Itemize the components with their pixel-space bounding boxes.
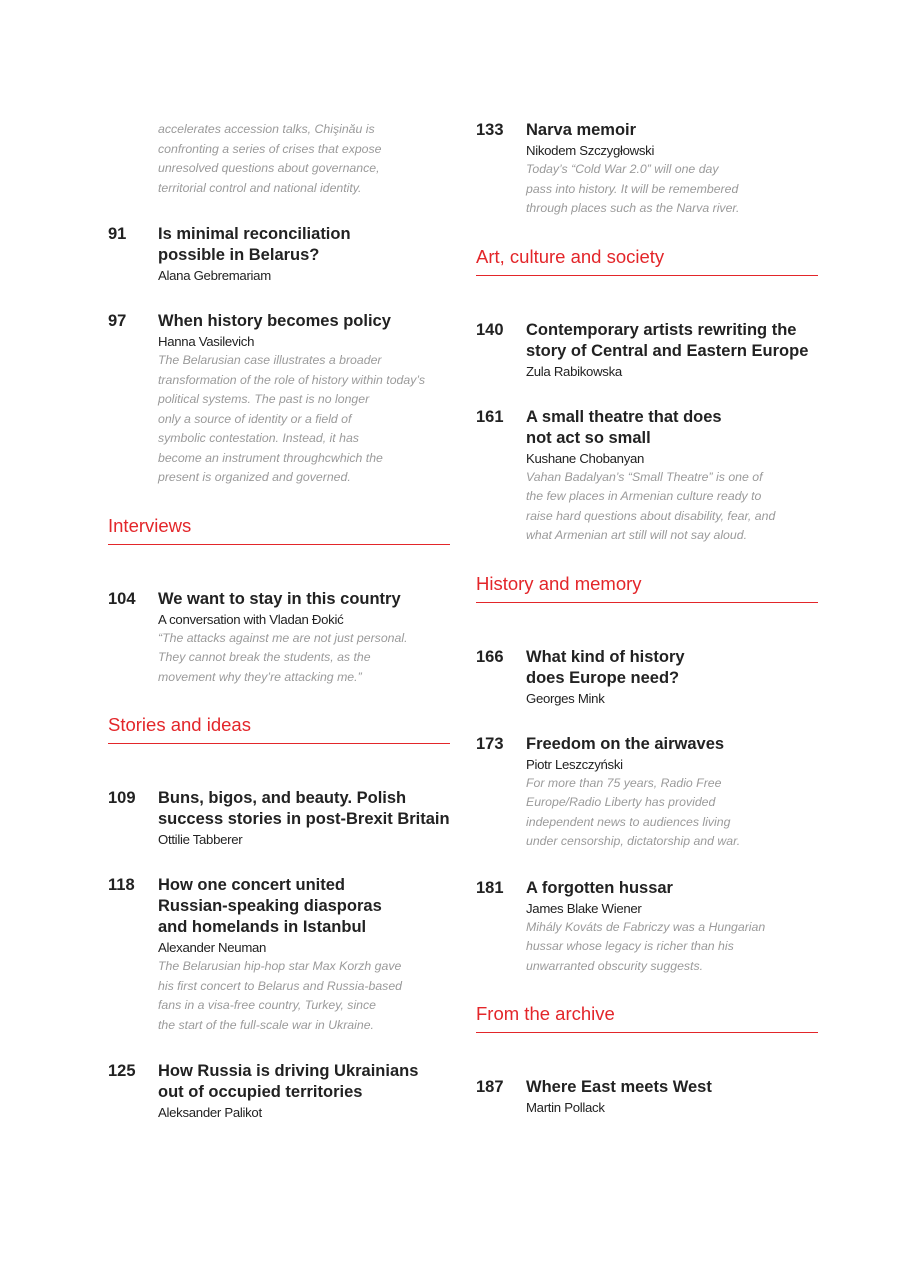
page-number: 104 (108, 589, 136, 608)
entry-title[interactable]: Freedom on the airwaves (526, 734, 725, 753)
entry-title[interactable]: Narva memoir (526, 121, 637, 139)
section-title: Stories and ideas (108, 713, 450, 744)
entry-body (526, 878, 818, 977)
entry-abstract: For more than 75 years, Radio Free Europe/Radio Liberty has provided independent news to audiences living under censorship, dictatorship and war. (526, 775, 741, 848)
toc-entry[interactable] (476, 407, 818, 546)
toc-entry[interactable] (476, 1077, 818, 1117)
page-number: 125 (108, 1062, 136, 1080)
entry-abstract: The Belarusian case illustrates a broader transformation of the role of history within today’s political systems. The past is no longer only a source of identity or a field of symbolic contestation. Instead, it has become an instrument throughcwhich the present is organized and governed. (158, 353, 426, 484)
toc-entry[interactable] (108, 224, 450, 285)
entry-list (108, 589, 450, 688)
toc-entry[interactable] (476, 120, 818, 219)
toc-entry[interactable] (108, 589, 450, 688)
page-number: 181 (476, 878, 504, 897)
entry-list (476, 120, 818, 219)
entry-abstract: Vahan Badalyan’s “Small Theatre” is one of the few places in Armenian culture ready to raise hard questions about disability, fear, and what Armenian art still will not say aloud. (526, 469, 776, 542)
toc-entry[interactable] (108, 788, 450, 849)
entry-author: Alana Gebremariam (158, 268, 271, 283)
page-number: 166 (476, 647, 504, 666)
entry-author: Hanna Vasilevich (158, 334, 255, 349)
entry-author: Ottilie Tabberer (158, 832, 243, 847)
entry-title[interactable]: Buns, bigos, and beauty. Polish success stories in post-Brexit Britain (158, 789, 450, 828)
page-number: 109 (108, 789, 136, 807)
entry-author: Zula Rabikowska (526, 363, 622, 379)
toc-entry[interactable] (476, 734, 818, 852)
page-number: 91 (108, 225, 127, 243)
entry-title[interactable]: How one concert united Russian-speaking diasporas and homelands in Istanbul (158, 876, 382, 936)
entry-title[interactable]: Contemporary artists rewriting the story of Central and Eastern Europe (526, 320, 809, 360)
entry-body (526, 407, 818, 546)
entry-list (108, 224, 450, 488)
entry-body (158, 589, 450, 688)
entry-author: James Blake Wiener (526, 900, 642, 916)
right-column (476, 120, 818, 1143)
toc-entry[interactable] (476, 320, 818, 381)
section-interviews (108, 514, 450, 545)
entry-title[interactable]: Where East meets West (526, 1078, 712, 1096)
entry-list (476, 647, 818, 977)
page-number: 133 (476, 121, 504, 139)
entry-author: Alexander Neuman (158, 940, 267, 955)
entry-title[interactable]: A small theatre that does not act so small (526, 407, 722, 447)
entry-abstract: “The attacks against me are not just personal. They cannot break the students, as the movement why they’re attacking me.” (158, 630, 408, 684)
section-stories-and-ideas (108, 713, 450, 744)
page-number: 97 (108, 312, 127, 330)
entry-author: Piotr Leszczyński (526, 756, 623, 772)
entry-abstract: Mihály Kováts de Fabriczy was a Hungarian hussar whose legacy is richer than his unwarranted obscurity suggests. (526, 919, 766, 973)
section-title: Interviews (108, 514, 450, 545)
section-title: History and memory (476, 572, 818, 603)
entry-title[interactable]: When history becomes policy (158, 312, 391, 330)
section-title: Art, culture and society (476, 245, 818, 276)
section-art-culture-society (476, 245, 818, 276)
entry-abstract: The Belarusian hip-hop star Max Korzh gave his first concert to Belarus and Russia-based fans in a visa-free country, Turkey, since the start of the full-scale war in Ukraine. (158, 959, 403, 1032)
entry-title[interactable]: We want to stay in this country (158, 589, 401, 608)
intro-abstract: accelerates accession talks, Chişinău is confronting a series of crises that expose unresolved questions about governance, territorial control and national identity. (158, 122, 382, 195)
entry-title[interactable]: What kind of history does Europe need? (526, 647, 685, 687)
entry-body (158, 875, 450, 1035)
section-from-the-archive (476, 1002, 818, 1033)
toc-entry[interactable] (476, 647, 818, 708)
entry-title[interactable]: How Russia is driving Ukrainians out of occupied territories (158, 1062, 419, 1101)
entry-list (476, 320, 818, 546)
entry-title[interactable]: A forgotten hussar (526, 878, 673, 897)
entry-list (476, 1077, 818, 1117)
entry-title[interactable]: Is minimal reconciliation possible in Belarus? (158, 225, 351, 264)
entry-body (158, 1061, 450, 1122)
toc-entry[interactable] (108, 875, 450, 1035)
toc-entry[interactable] (476, 878, 818, 977)
entry-author: Nikodem Szczygłowski (526, 143, 655, 158)
toc-entry[interactable] (108, 311, 450, 488)
section-title: From the archive (476, 1002, 818, 1033)
entry-author: Aleksander Palikot (158, 1105, 262, 1120)
page-number: 140 (476, 320, 504, 339)
page-number: 173 (476, 734, 504, 753)
entry-author: A conversation with Vladan Đokić (158, 611, 344, 627)
entry-author: Georges Mink (526, 690, 605, 706)
entry-author: Martin Pollack (526, 1100, 605, 1115)
entry-body (526, 647, 818, 708)
page-number: 118 (108, 876, 135, 894)
section-history-and-memory (476, 572, 818, 603)
entry-body (158, 311, 450, 488)
toc-entry[interactable] (108, 1061, 450, 1122)
entry-list (108, 788, 450, 1122)
entry-body (526, 1077, 818, 1117)
page-number: 161 (476, 407, 504, 426)
entry-body (526, 320, 818, 381)
entry-author: Kushane Chobanyan (526, 450, 645, 466)
entry-body (158, 224, 450, 285)
entry-abstract: Today’s “Cold War 2.0” will one day pass into history. It will be remembered through places such as the Narva river. (526, 162, 740, 215)
entry-body (526, 120, 818, 219)
left-column (108, 120, 450, 1148)
entry-body (158, 788, 450, 849)
entry-body (526, 734, 818, 852)
page-number: 187 (476, 1078, 504, 1096)
